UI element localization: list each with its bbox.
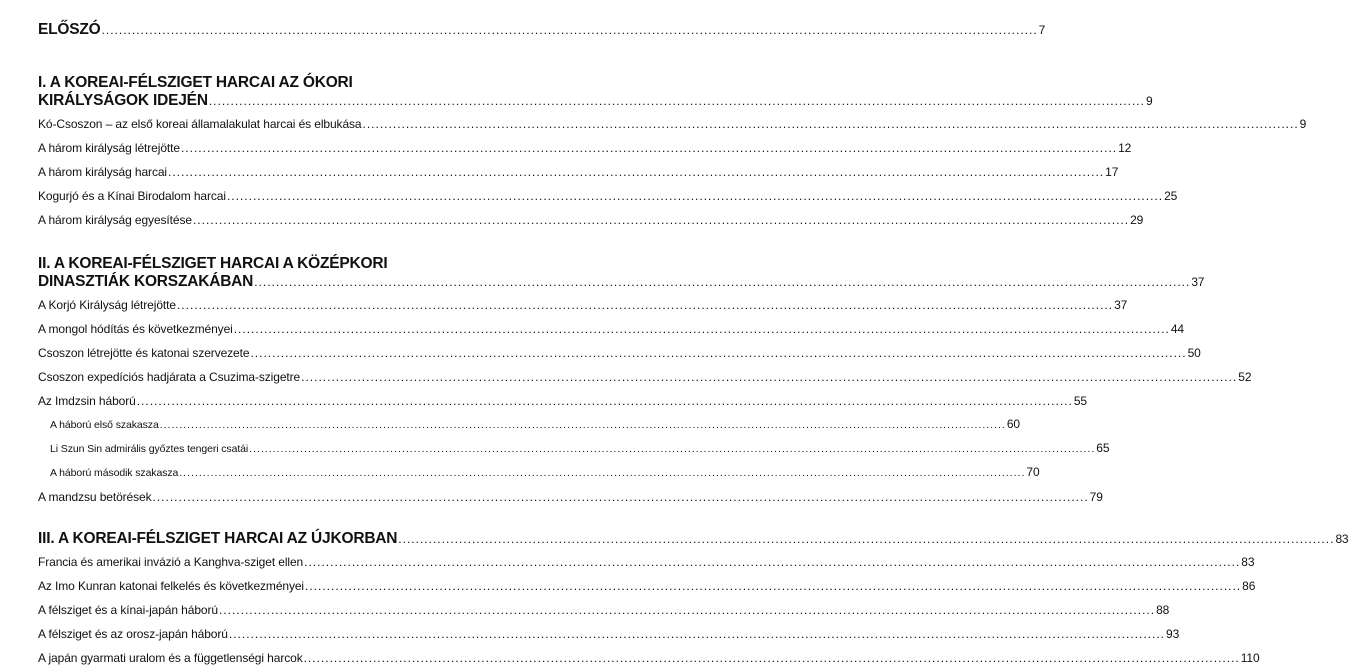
toc-page-number: 37	[1114, 298, 1128, 312]
dot-leader	[304, 651, 1240, 665]
toc-entry[interactable]	[38, 651, 1260, 665]
toc-page-number: 9	[1145, 94, 1153, 108]
toc-entry-title: A japán gyarmati uralom és a függetlenségi harcok	[38, 651, 303, 665]
toc-page-number: 44	[1170, 322, 1185, 336]
toc-entry-title: Kogurjó és a Kínai Birodalom harcai	[38, 189, 226, 203]
dot-leader	[102, 20, 1038, 40]
toc-entry[interactable]	[38, 346, 1201, 360]
toc-entry-title: A Korjó Királyság létrejötte	[38, 298, 176, 312]
toc-entry-title: Az Imo Kunran katonai felkelés és következményei	[38, 579, 305, 593]
toc-page-number: 52	[1238, 370, 1252, 384]
toc-entry-title: Kó-Csoszon – az első koreai államalakulat harcai és elbukása	[38, 117, 362, 131]
chapter-section	[38, 530, 1348, 665]
toc-entry-title: A háború első szakasza	[50, 419, 159, 431]
dot-leader	[168, 165, 1104, 179]
toc-entry[interactable]	[38, 627, 1180, 641]
chapter-heading[interactable]	[38, 530, 1348, 548]
toc-entry-title: A három királyság létrejötte	[38, 141, 180, 155]
toc-page-number: 65	[1096, 441, 1110, 455]
toc-page-number: 88	[1156, 603, 1170, 617]
toc-page-number: 17	[1105, 165, 1119, 179]
dot-leader	[160, 419, 1006, 432]
dot-leader	[177, 298, 1113, 312]
toc-entry[interactable]	[38, 490, 1103, 504]
chapter-section	[38, 74, 1307, 227]
dot-leader	[229, 627, 1165, 641]
toc-entry[interactable]	[38, 555, 1255, 569]
dot-leader	[227, 189, 1163, 203]
toc-page-number: 7	[1038, 23, 1046, 37]
toc-entry[interactable]	[38, 298, 1128, 312]
toc-page-number: 12	[1118, 141, 1132, 155]
dot-leader	[219, 603, 1155, 617]
toc-entry[interactable]	[38, 603, 1170, 617]
toc-subentry[interactable]	[38, 465, 1040, 480]
toc-page-number: 29	[1130, 213, 1144, 227]
dot-leader	[254, 273, 1190, 291]
toc-entry-title: A három királyság harcai	[38, 165, 167, 179]
dot-leader	[209, 92, 1145, 110]
toc-page-number: 9	[1299, 117, 1307, 131]
toc-entry-title: Francia és amerikai invázió a Kanghva-sziget ellen	[38, 555, 304, 569]
toc-page-number: 83	[1335, 532, 1348, 546]
chapter-heading-line: DINASZTIÁK KORSZAKÁBAN	[38, 273, 254, 290]
toc-entry-title: Csoszon létrejötte és katonai szervezete	[38, 346, 250, 360]
toc-page-number: 93	[1166, 627, 1180, 641]
toc-page-number: 50	[1187, 346, 1201, 360]
dot-leader	[153, 490, 1089, 504]
dot-leader	[301, 370, 1237, 384]
toc-entry[interactable]	[38, 189, 1178, 203]
toc-entry[interactable]	[38, 117, 1307, 131]
toc-entry[interactable]	[38, 322, 1185, 336]
toc-entry-title: ELŐSZÓ	[38, 21, 101, 38]
toc-entry[interactable]	[38, 370, 1252, 384]
dot-leader	[305, 579, 1241, 593]
dot-leader	[398, 530, 1334, 548]
chapter-heading-line: KIRÁLYSÁGOK IDEJÉN	[38, 92, 208, 109]
toc-entry-title: A háború második szakasza	[50, 467, 179, 479]
dot-leader	[234, 322, 1170, 336]
toc-page-number: 110	[1240, 651, 1260, 665]
chapter-section	[38, 255, 1252, 504]
toc-page-number: 60	[1006, 417, 1020, 431]
toc-subentry[interactable]	[38, 417, 1020, 432]
toc-page-number: 79	[1089, 490, 1103, 504]
chapter-heading[interactable]	[38, 255, 1205, 291]
toc-page-number: 25	[1164, 189, 1178, 203]
chapter-heading-line: II. A KOREAI-FÉLSZIGET HARCAI A KÖZÉPKORI	[38, 255, 388, 272]
chapter-heading-line: III. A KOREAI-FÉLSZIGET HARCAI AZ ÚJKORBAN	[38, 530, 398, 547]
toc-entry[interactable]	[38, 579, 1256, 593]
toc-entry-title: Li Szun Sin admirális győztes tengeri csatái	[50, 443, 249, 455]
toc-subentry[interactable]	[38, 441, 1110, 456]
toc-entry-title: A mandzsu betörések	[38, 490, 152, 504]
toc-entry-title: A félsziget és a kínai-japán háború	[38, 603, 218, 617]
dot-leader	[363, 117, 1299, 131]
toc-entry-title: A félsziget és az orosz-japán háború	[38, 627, 228, 641]
toc-page-number: 55	[1073, 394, 1087, 408]
toc-page-number: 83	[1241, 555, 1255, 569]
toc-page-number: 37	[1191, 275, 1205, 289]
toc-entry-title: A három királyság egyesítése	[38, 213, 192, 227]
toc-entry[interactable]	[38, 165, 1119, 179]
toc-page-number: 86	[1242, 579, 1256, 593]
dot-leader	[137, 394, 1073, 408]
dot-leader	[181, 141, 1117, 155]
chapter-heading[interactable]	[38, 74, 1153, 110]
toc-entry-title: Az Imdzsin háború	[38, 394, 136, 408]
dot-leader	[193, 213, 1129, 227]
dot-leader	[179, 467, 1025, 480]
dot-leader	[250, 346, 1186, 360]
table-of-contents	[38, 20, 1348, 665]
toc-entry-title: Csoszon expedíciós hadjárata a Csuzima-szigetre	[38, 370, 301, 384]
dot-leader	[249, 443, 1095, 456]
dot-leader	[304, 555, 1240, 569]
toc-page-number: 70	[1026, 465, 1040, 479]
toc-entry[interactable]	[38, 141, 1132, 155]
chapter-heading-line: I. A KOREAI-FÉLSZIGET HARCAI AZ ÓKORI	[38, 74, 353, 91]
toc-entry[interactable]	[38, 394, 1087, 408]
toc-entry-preface[interactable]	[38, 20, 1046, 40]
toc-entry[interactable]	[38, 213, 1144, 227]
toc-entry-title: A mongol hódítás és következményei	[38, 322, 233, 336]
